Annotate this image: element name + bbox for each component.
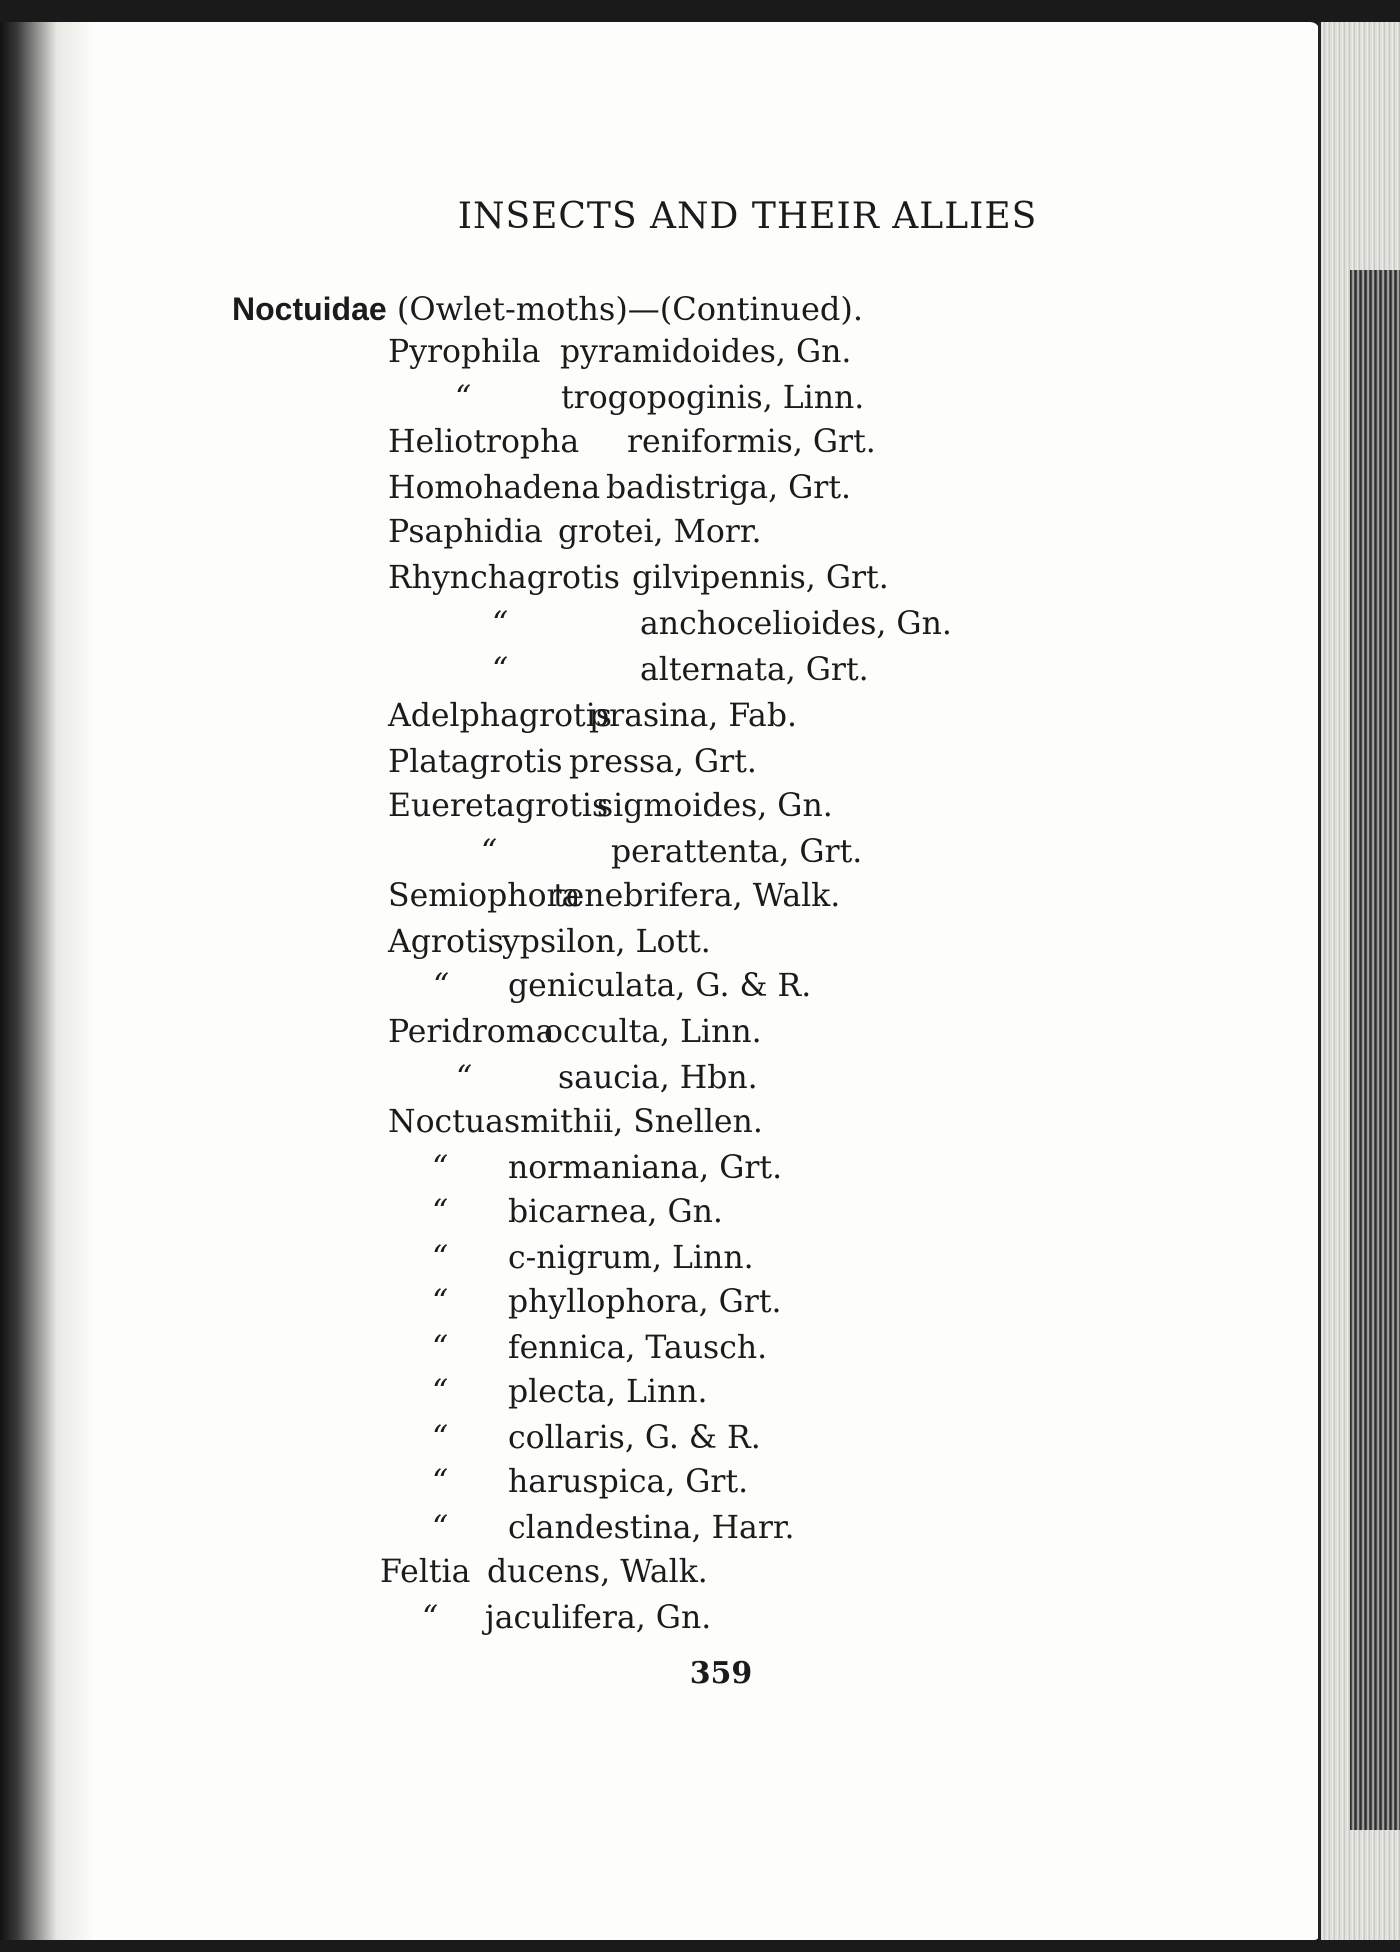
species-epithet: saucia, Hbn. <box>558 1060 758 1096</box>
ditto-mark: “ <box>422 1600 439 1636</box>
ditto-mark: “ <box>433 968 450 1004</box>
ditto-mark: “ <box>481 834 498 870</box>
genus-name: Heliotropha <box>388 424 580 460</box>
genus-name: Semiophora <box>388 878 581 914</box>
ditto-mark: “ <box>432 1150 449 1186</box>
genus-name: Psaphidia <box>388 514 543 550</box>
ditto-mark: “ <box>432 1194 449 1230</box>
family-name: Noctuidae <box>232 291 387 327</box>
ditto-mark: “ <box>432 1420 449 1456</box>
species-epithet: anchocelioides, Gn. <box>640 606 952 642</box>
running-head <box>0 196 1400 237</box>
genus-name: Rhynchagrotis <box>388 560 620 596</box>
ditto-mark: “ <box>492 606 509 642</box>
species-epithet: phyllophora, Grt. <box>508 1284 782 1320</box>
species-epithet: pyramidoides, Gn. <box>560 334 852 370</box>
genus-name: Platagrotis <box>388 744 563 780</box>
ditto-mark: “ <box>432 1374 449 1410</box>
ditto-mark: “ <box>432 1284 449 1320</box>
ditto-mark: “ <box>492 652 509 688</box>
species-epithet: prasina, Fab. <box>589 698 798 734</box>
species-epithet: haruspica, Grt. <box>508 1464 749 1500</box>
species-epithet: c-nigrum, Linn. <box>508 1240 754 1276</box>
species-epithet: geniculata, G. & R. <box>508 968 812 1004</box>
ditto-mark: “ <box>432 1240 449 1276</box>
species-epithet: jaculifera, Gn. <box>485 1600 712 1636</box>
genus-name: Feltia <box>380 1554 471 1590</box>
species-epithet: tenebrifera, Walk. <box>553 878 841 914</box>
genus-name: Pyrophila <box>388 334 541 370</box>
species-epithet: ypsilon, Lott. <box>502 924 711 960</box>
ditto-mark: “ <box>456 1060 473 1096</box>
species-epithet: plecta, Linn. <box>508 1374 708 1410</box>
species-epithet: occulta, Linn. <box>544 1014 762 1050</box>
page-number-text: 359 <box>689 1656 753 1691</box>
genus-name: Noctua <box>388 1104 504 1140</box>
species-epithet: bicarnea, Gn. <box>508 1194 723 1230</box>
page-edges-shadow <box>1350 270 1400 1830</box>
species-epithet: fennica, Tausch. <box>508 1330 768 1366</box>
species-epithet: gilvipennis, Grt. <box>632 560 889 596</box>
species-epithet: grotei, Morr. <box>558 514 762 550</box>
ditto-mark: “ <box>455 380 472 416</box>
species-epithet: smithii, Snellen. <box>504 1104 763 1140</box>
species-epithet: trogopoginis, Linn. <box>561 380 865 416</box>
genus-name: Eueretagrotis <box>388 788 609 824</box>
section-heading <box>232 290 863 328</box>
ditto-mark: “ <box>432 1464 449 1500</box>
species-epithet: perattenta, Grt. <box>611 834 863 870</box>
ditto-mark: “ <box>432 1510 449 1546</box>
family-common-name: (Owlet-moths)—(Continued). <box>396 290 864 328</box>
species-epithet: pressa, Grt. <box>569 744 757 780</box>
species-epithet: badistriga, Grt. <box>606 470 852 506</box>
species-epithet: reniformis, Grt. <box>627 424 876 460</box>
species-epithet: alternata, Grt. <box>640 652 869 688</box>
species-epithet: collaris, G. & R. <box>508 1420 761 1456</box>
genus-name: Homohadena <box>388 470 601 506</box>
species-epithet: clandestina, Harr. <box>508 1510 795 1546</box>
species-epithet: ducens, Walk. <box>487 1554 708 1590</box>
species-epithet: sigmoides, Gn. <box>597 788 833 824</box>
running-head-text: INSECTS AND THEIR ALLIES <box>457 196 1038 237</box>
genus-name: Peridroma <box>388 1014 555 1050</box>
genus-name: Agrotis <box>388 924 504 960</box>
genus-name: Adelphagrotis <box>388 698 612 734</box>
ditto-mark: “ <box>432 1330 449 1366</box>
book-gutter <box>0 22 95 1940</box>
page-number <box>0 1656 1400 1691</box>
species-epithet: normaniana, Grt. <box>508 1150 783 1186</box>
